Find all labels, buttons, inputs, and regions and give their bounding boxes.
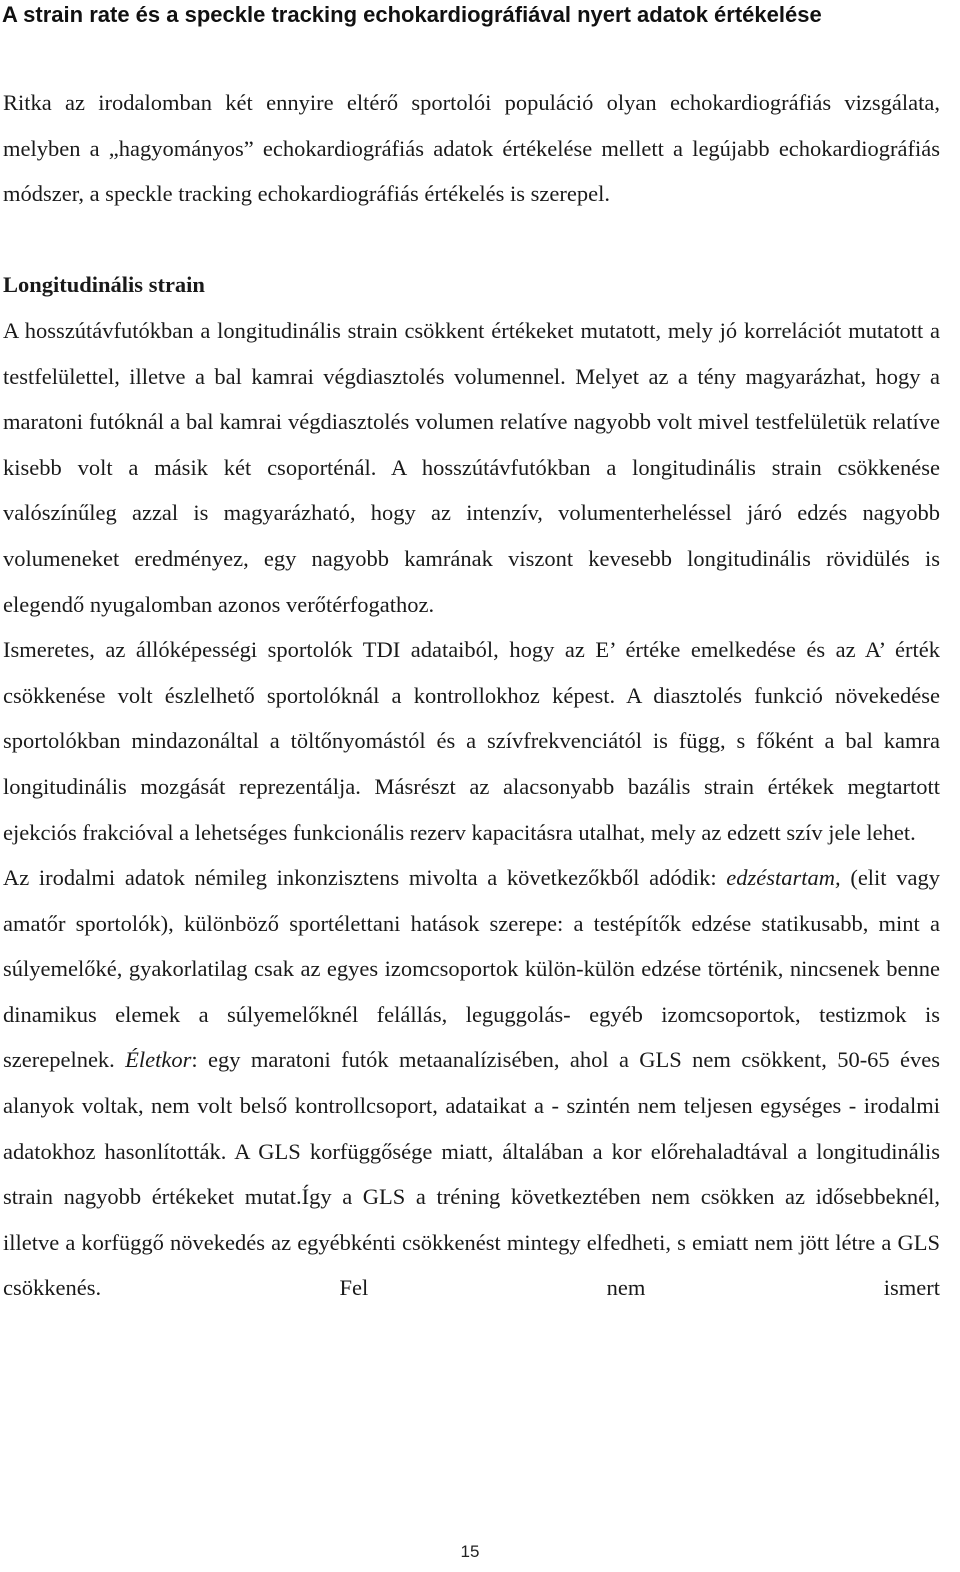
paragraph-literature-text2: : egy maratoni futók metaanalízisében, ahol a GLS nem csökkent, 50-65 éves alanyok voltak, nem volt belső kontrollcsoport, adataikat a - szintén nem teljesen egységes - irodalmi adatokhoz hasonlították. A GLS korfüggősége miatt, általában a kor előrehaladtával a longitudinális strain nagyobb értékeket mutat.Így a GLS a tréning következtében nem csökken az idősebbeknél, illetve a korfüggő növekedés az egyébkénti csökkenést mintegy elfedheti, s emiatt nem jött létre a GLS csökkenés. Fel nem ismert [3,1047,941,1301]
paragraph-longitudinal-strain: A hosszútávfutókban a longitudinális strain csökkent értékeket mutatott, mely jó korrelációt mutatott a testfelülettel, illetve a bal kamrai végdiasztolés volumennel. Melyet az a tény magyarázhat, hogy a maratoni futóknál a bal kamrai végdiasztolés volumen relatíve nagyobb volt mivel testfelületük relatíve kisebb volt a másik két csoporténál. A hosszútávfutókban a longitudinális strain csökkenése valószínűleg azzal is magyarázható, hogy az intenzív, volumenterheléssel járó edzés nagyobb volumeneket eredményez, egy nagyobb kamrának viszont kevesebb longitudinális rövidülés is elegendő nyugalomban azonos verőtérfogathoz. [3,317,940,617]
document-body [3,80,940,1311]
paragraph-gap [3,217,940,263]
paragraph-literature-lead: Az irodalmi adatok némileg inkonzisztens mivolta a következőkből adódik: [3,865,717,891]
paragraph-literature [3,855,940,1311]
page-title: A strain rate és a speckle tracking echokardiográfiával nyert adatok értékelése [2,2,822,27]
paragraph-tdi: Ismeretes, az állóképességi sportolók TDI adataiból, hogy az E’ értéke emelkedése és az A’ érték csökkenése volt észlelhető sportolóknál a kontrollokhoz képest. A diasztolés funkció növekedése sportolókban mindazonáltal a töltőnyomástól és a szívfrekvenciától is függ, s főként a bal kamra longitudinális mozgását reprezentálja. Másrészt az alacsonyabb bazális strain értékek megtartott ejekciós frakcióval a lehetséges funkcionális rezerv kapacitásra utalhat, mely az edzett szív jele lehet. [3,637,940,845]
intro-paragraph: Ritka az irodalomban két ennyire eltérő sportolói populáció olyan echokardiográfiás vizsgálata, melyben a „hagyományos” echokardiográfiás adatok értékelése mellett a legújabb echokardiográfiás módszer, a speckle tracking echokardiográfiás értékelés is szerepel. [3,90,940,207]
emphasis-eletkor: Életkor [125,1047,192,1073]
emphasis-edzestartam: edzéstartam, [726,865,841,891]
paragraph-literature-text1: (elit vagy amatőr sportolók), különböző sportélettani hatások szerepe: a testépítők edzése statikusabb, mint a súlyemelőké, gyakorlatilag csak az egyes izomcsoportok külön-külön edzése történik, nincsenek benne dinamikus elemek a súlyemelőknél felállás, leguggolás- egyéb izomcsoportok, testizmok is szerepelnek. [3,865,940,1073]
page-number: 15 [460,1542,480,1561]
section-heading: Longitudinális strain [3,272,205,298]
